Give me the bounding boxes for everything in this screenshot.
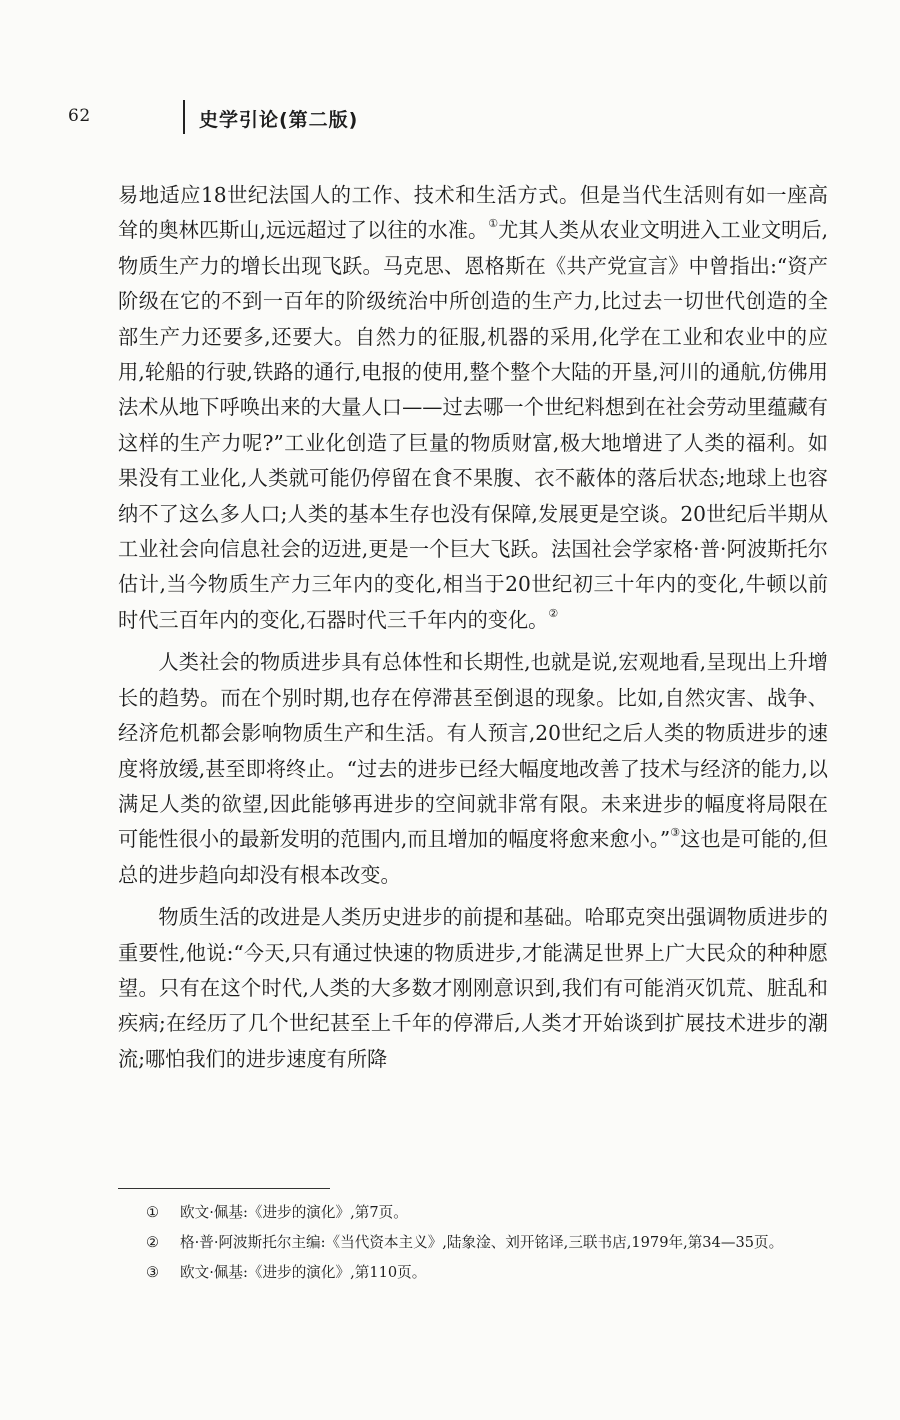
footnote-2	[118, 1230, 828, 1256]
body-text	[118, 178, 828, 1077]
footnote-ref-3[interactable]: ③	[670, 826, 681, 840]
footnote-ref-2[interactable]: ②	[548, 606, 559, 620]
footnotes	[118, 1200, 828, 1290]
footnote-divider	[118, 1188, 330, 1189]
running-title: 史学引论(第二版)	[199, 109, 359, 131]
paragraph-1	[118, 178, 828, 638]
paragraph-2	[118, 645, 828, 893]
paragraph-3	[118, 900, 828, 1077]
footnote-text-3: 欧文·佩基:《进步的演化》,第110页。	[180, 1264, 427, 1281]
page-header	[68, 104, 468, 132]
footnote-mark-2: ②	[146, 1234, 160, 1251]
paragraph-3-segment-1: 物质生活的改进是人类历史进步的前提和基础。哈耶克突出强调物质进步的重要性,他说:“今天,只有通过快速的物质进步,才能满足世界上广大民众的种种愿望。只有在这个时代,人类的大多数才刚刚意识到,我们有可能消灭饥荒、脏乱和疾病;在经历了几个世纪甚至上千年的停滞后,人类才开始谈到扩展技术进步的潮流;哪怕我们的进步速度有所降	[118, 905, 828, 1071]
header-divider	[183, 100, 185, 134]
footnote-mark-3: ③	[146, 1264, 160, 1281]
paragraph-2-segment-1: 人类社会的物质进步具有总体性和长期性,也就是说,宏观地看,呈现出上升增长的趋势。而在个别时期,也存在停滞甚至倒退的现象。比如,自然灾害、战争、经济危机都会影响物质生产和生活。有人预言,20世纪之后人类的物质进步的速度将放缓,甚至即将终止。“过去的进步已经大幅度地改善了技术与经济的能力,以满足人类的欲望,因此能够再进步的空间就非常有限。未来进步的幅度将局限在可能性很小的最新发明的范围内,而且增加的幅度将愈来愈小。”	[118, 650, 828, 852]
paragraph-1-segment-2: 尤其人类从农业文明进入工业文明后,物质生产力的增长出现飞跃。马克思、恩格斯在《共产党宣言》中曾指出:“资产阶级在它的不到一百年的阶级统治中所创造的生产力,比过去一切世代创造的全部生产力还要多,还要大。自然力的征服,机器的采用,化学在工业和农业中的应用,轮船的行驶,铁路的通行,电报的使用,整个整个大陆的开垦,河川的通航,仿佛用法术从地下呼唤出来的大量人口——过去哪一个世纪料想到在社会劳动里蕴藏有这样的生产力呢?”工业化创造了巨量的物质财富,极大地增进了人类的福利。如果没有工业化,人类就可能仍停留在食不果腹、衣不蔽体的落后状态;地球上也容纳不了这么多人口;人类的基本生存也没有保障,发展更是空谈。20世纪后半期从工业社会向信息社会的迈进,更是一个巨大飞跃。法国社会学家格·普·阿波斯托尔估计,当今物质生产力三年内的变化,相当于20世纪初三十年内的变化,牛顿以前时代三百年内的变化,石器时代三千年内的变化。	[118, 218, 828, 632]
paragraph-1-segment-1: 易地适应18世纪法国人的工作、技术和生活方式。但是当代生活则有如一座高耸的奥林匹斯山,远远超过了以往的水准。	[118, 183, 828, 243]
footnote-3	[118, 1260, 828, 1286]
page-number: 62	[68, 106, 91, 126]
footnote-text-2: 格·普·阿波斯托尔主编:《当代资本主义》,陆象淦、刘开铭译,三联书店,1979年,第34—35页。	[180, 1234, 784, 1251]
footnote-text-1: 欧文·佩基:《进步的演化》,第7页。	[180, 1204, 408, 1221]
paragraph-2-segment-2: 这也是可能的,但总的进步趋向却没有根本改变。	[118, 827, 828, 887]
footnote-mark-1: ①	[146, 1204, 160, 1221]
footnote-1	[118, 1200, 828, 1226]
footnote-ref-1[interactable]: ①	[488, 217, 499, 231]
